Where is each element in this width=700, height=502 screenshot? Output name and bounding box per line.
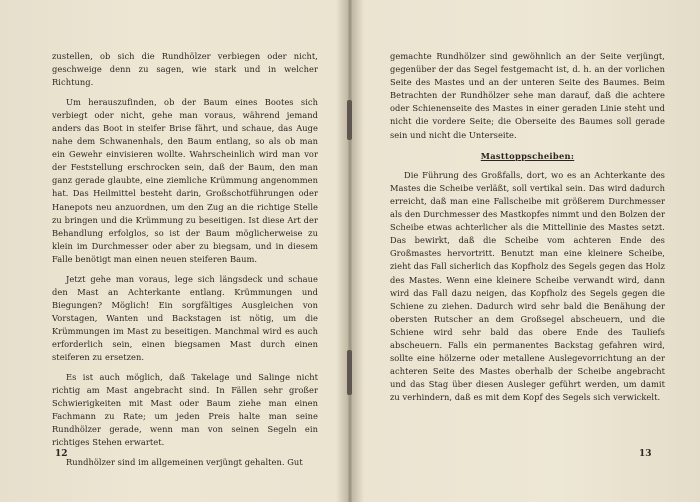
left-paragraph-1: zustellen, ob sich die Rundhölzer verbiegen oder nicht, geschweige denn zu sagen, wie stark und in welcher Richtung. bbox=[52, 51, 318, 88]
right-page bbox=[350, 0, 700, 502]
right-paragraph-1: gemachte Rundhölzer sind gewöhnlich an der Seite verjüngt, gegenüber der das Segel festgemacht ist, d. h. an der vorlichen Seite des Mastes und an der unteren Seite des Baumes. Beim Betrachten der Rundhölzer sehe man darauf, daß die achtere oder Schienenseite des Mastes in einer geraden Linie steht und nicht die vordere Seite; die Oberseite des Baumes soll gerade sein und nicht die Unterseite. bbox=[390, 51, 665, 140]
left-page-text bbox=[52, 50, 318, 475]
section-heading: Masttoppscheiben: bbox=[480, 150, 575, 161]
left-paragraph-4: Es ist auch möglich, daß Takelage und Salinge nicht richtig am Mast angebracht sind. In Fällen sehr großer Schwierigkeiten mit Mast oder Baum ziehe man einen Fachmann zu Rate; um jeden Preis halte man seine Rundhölzer gerade, wenn man von seinen Segeln ein richtiges Stehen erwartet. bbox=[52, 371, 318, 448]
right-paragraph-2: Die Führung des Großfalls, dort, wo es an Achterkante des Mastes die Scheibe verläßt, soll vertikal sein. Das wird dadurch erreicht, daß man eine Fallscheibe mit größerem Durchmesser als den Durchmesser des Mastkopfes nimmt und den Bolzen der Scheibe etwas achterlicher als die Mittellinie des Mastes setzt. Das bewirkt, daß die Scheibe vom achteren Ende des Großmastes hervortritt. Benutzt man eine kleinere Scheibe, zieht das Fall sicherlich das Kopfholz des Segels gegen das Holz des Mastes. Wenn eine kleinere Scheibe verwandt wird, dann wird das Fall dazu neigen, das Kopfholz des Segels gegen die Schiene zu ziehen. Dadurch wird sehr bald die Benähung der obersten Rutscher an dem Großsegel abscheuern, und die Schiene wird sehr bald das obere Ende des Tauliefs abscheuern. Falls ein permanentes Backstag gefahren wird, sollte eine hölzerne oder metallene Auslegevorrichtung an der achteren Seite des Mastes oberhalb der Scheibe angebracht und das Stag über diesen Ausleger geführt werden, um damit zu verhindern, daß es mit dem Kopf des Segels sich verwickelt. bbox=[390, 169, 665, 403]
left-paragraph-5: Rundhölzer sind im allgemeinen verjüngt gehalten. Gut bbox=[66, 456, 303, 467]
left-paragraph-2: Um herauszufinden, ob der Baum eines Bootes sich verbiegt oder nicht, gehe man voraus, während jemand anders das Boot in steifer Brise fährt, und schaue, das Auge nahe dem Schwanenhals, den Baum entlang, so als ob man ein Gewehr einvisieren wollte. Wahrscheinlich wird man vor der Feststellung erschrocken sein, daß der Baum, den man ganz gerade glaubte, eine ziemliche Krümmung angenommen hat. Das Heilmittel besteht darin, Großschotführungen oder Hanepots neu anzuordnen, um den Zug an die richtige Stelle zu bringen und die Krümmung zu beseitigen. Ist diese Art der Behandlung erfolglos, so ist der Baum möglicherweise zu klein im Durchmesser oder aber zu biegsam, und in diesem Falle benötigt man einen neuen steiferen Baum. bbox=[52, 96, 318, 264]
right-page-text bbox=[390, 50, 665, 411]
page-number-left: 12 bbox=[55, 449, 68, 459]
page-number-right: 13 bbox=[639, 449, 652, 459]
left-paragraph-3: Jetzt gehe man voraus, lege sich längsdeck und schaue den Mast an Achterkante entlang. Krümmungen und Biegungen? Möglich! Ein sorgfältiges Ausgleichen von Vorstagen, Wanten und Backstagen ist nötig, um die Krümmungen im Mast zu beseitigen. Manchmal wird es auch erforderlich sein, einen biegsamen Mast durch einen steiferen zu ersetzen. bbox=[52, 273, 318, 363]
